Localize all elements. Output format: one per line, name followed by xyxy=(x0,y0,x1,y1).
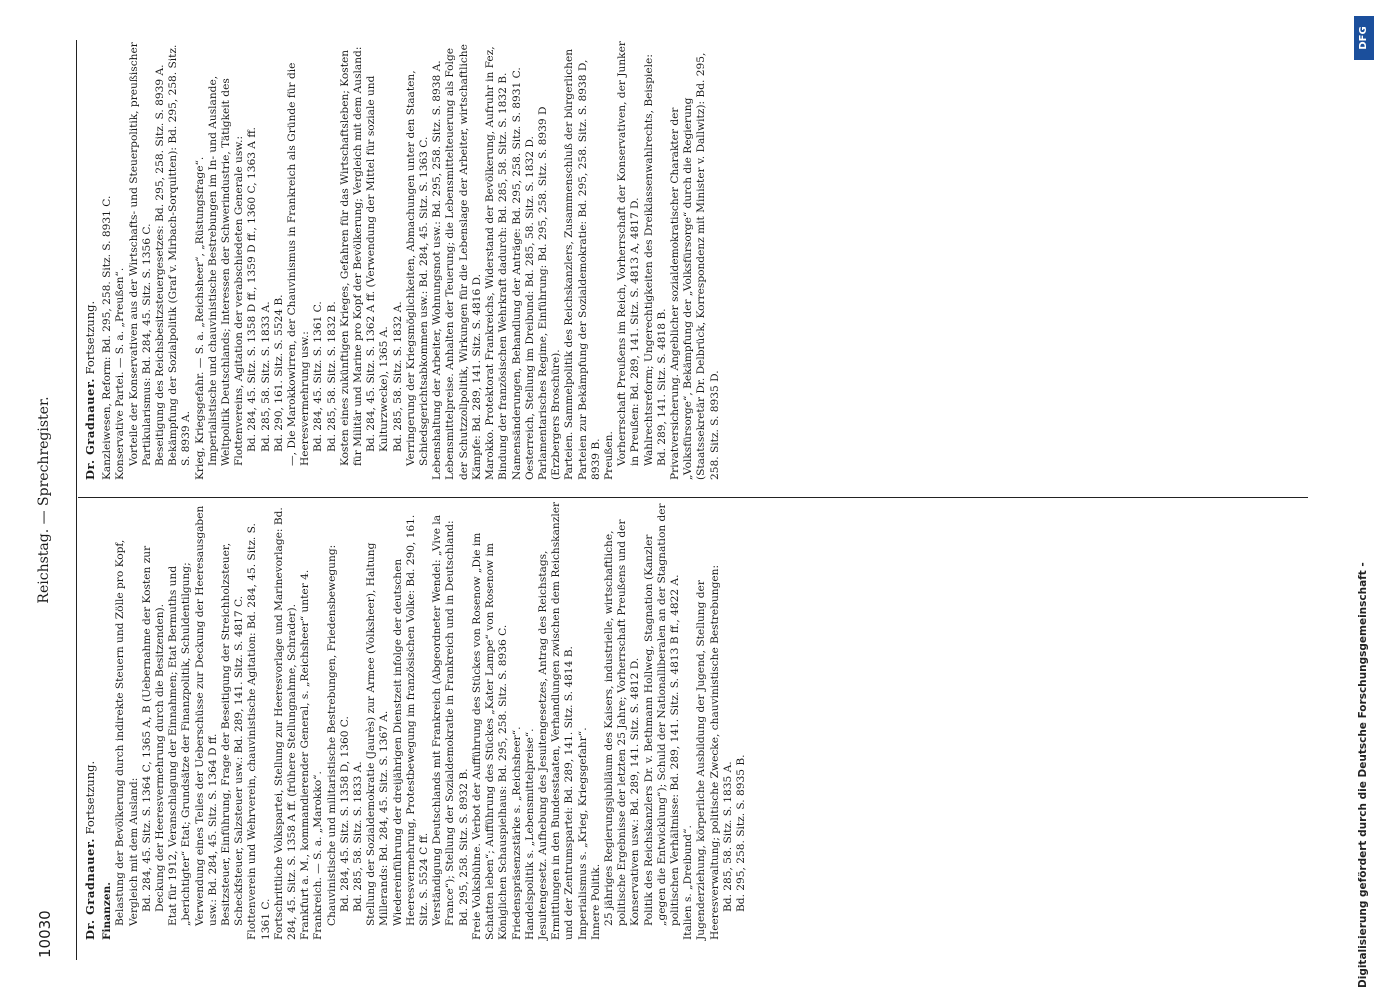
index-entry: Oesterreich, Stellung im Dreibund: Bd. 285, 58. Sitz. S. 1832 D. xyxy=(523,136,536,480)
index-entry: Friedenspräsenzstärke s. „Reichsheer“. xyxy=(510,726,523,940)
index-entry: Bd. 285, 58. Sitz. S. 1835 A. xyxy=(721,761,734,912)
index-entry: Bd. 290, 161. Sitz. S. 5524 B. xyxy=(272,294,285,452)
index-entry: Marokko. Protektorat Frankreichs, Widerstand der Bevölkerung, Aufruhr in Fez, Bindung der französischen Wehrkraft dadurch: Bd. 285, 58. Sitz. S. 1832 B. xyxy=(484,46,510,480)
index-entry: Fortschrittliche Volkspartei, Stellung zur Heeresvorlage und Marinevorlage: Bd. 284, 45. Sitz. S. 1358 A ff. (frühere Stellungnahme, Schrader). xyxy=(272,507,299,940)
index-entry: Beseitigung des Reichsbesitzsteuergesetzes: Bd. 295, 258. Sitz. S. 8939 A. xyxy=(154,64,167,466)
column-divider xyxy=(78,497,1308,498)
index-entry: Politik des Reichskanzlers Dr. v. Bethmann Hollweg, Stagnation (Kanzler „gegen die Entwicklung“); Schuld der Nationalliberalen an der Stagnation der politischen Verhältnisse: Bd. 289, 141. Sitz. S. 4813 B ff., 4822 A. xyxy=(642,503,681,926)
index-entry: Flottenverein und Wehrverein, chauvinistische Agitation: Bd. 284, 45. Sitz. S. 1361 C. xyxy=(246,523,272,940)
index-entry: Chauvinistische und militaristische Bestrebungen, Friedensbewegung: xyxy=(325,544,338,926)
index-entry: Konservative Partei. — S. a. „Preußen“. xyxy=(114,267,127,480)
index-entry: Imperialistische und chauvinistische Bestrebungen im In- und Auslande, Weltpolitik Deutschlands; Interessen der Schwerindustrie, Tätigkeit des Flottenvereins, Agitation der verabschiedeten Generale usw.: xyxy=(206,75,246,466)
index-entry: Freie Volksbühne. Verbot der Aufführung des Stückes von Rosenow „Die im Schatten leben“; Aufführung des Stückes „Kater Lampe“ von Rosenow im Königlichen Schauspielhaus: Bd. 295, 258. Sitz. S. 8936 C. xyxy=(470,532,510,940)
index-entry: Jesuitengesetz. Aufhebung des Jesuitengesetzes, Antrag des Reichstags, Ermittlungen in den Bundesstaaten, Verhandlungen zwischen dem Reichskanzler und der Zentrumspartei: Bd. 289, 141. Sitz. S. 4814 B. xyxy=(536,501,576,940)
index-entry: 25 jähriges Regierungsjubiläum des Kaisers, industrielle, wirtschaftliche, politische Ergebnisse der letzten 25 Jahre; Vorherrschaft Preußens und der Konservativen usw.: Bd. 289, 141. Sitz. S. 4812 D. xyxy=(602,519,642,926)
index-entry: Italien s. „Dreibund“. xyxy=(682,825,695,940)
right-column-heading xyxy=(84,40,97,480)
index-entry: Frankreich. — S. a. „Marokko“. xyxy=(312,771,325,940)
index-entry: Krieg, Kriegsgefahr. — S. a. „Reichsheer“, „Rüstungsfrage“. xyxy=(193,156,206,480)
dfg-logo: DFG xyxy=(1354,16,1374,60)
index-entry: Innere Politik. xyxy=(589,863,602,940)
index-entry: Belastung der Bevölkerung durch indirekte Steuern und Zölle pro Kopf, Vergleich mit dem Ausland: xyxy=(114,539,140,926)
index-entry: Frankfurt a. M., kommandierender General, s. „Reichsheer“ unter 4. xyxy=(299,569,312,940)
index-entry: Kanzleiwesen, Reform: Bd. 295, 258. Sitz. S. 8931 C. xyxy=(101,195,114,480)
index-entry: Vorherrschaft Preußens im Reich, Vorherrschaft der Konservativen, der Junker in Preußen: Bd. 289, 141. Sitz. S. 4813 A, 4817 D. xyxy=(616,41,642,466)
left-column xyxy=(84,500,748,940)
index-entry: Bd. 284, 45. Sitz. S. 1358 D ff., 1359 D ff., 1360 C, 1363 A ff. xyxy=(246,127,259,452)
index-entry: Finanzen. xyxy=(101,882,114,940)
index-entry: Bd. 295, 258. Sitz. S. 8935 B. xyxy=(734,754,747,912)
index-entry: Bd. 285, 58. Sitz. S. 1833 A. xyxy=(352,761,365,912)
speaker-name: Dr. Gradnauer. xyxy=(83,838,97,940)
index-entry: Privatversicherung. Angeblicher sozialdemokratischer Charakter der „Volksfürsorge“, Bekämpfung der „Volksfürsorge“ durch die Regierung (Staatssekretär Dr. Delbrück, Korrespondenz mit Minister v. Dallwitz): Bd. 295, 258. Sitz. S. 8935 D. xyxy=(668,52,721,480)
right-entries xyxy=(101,40,722,480)
index-entry: Wiedereinführung der dreijährigen Dienstzeit infolge der deutschen Heeresvermehrung, Protestbewegung im französischen Volke: Bd. 290, 161. Sitz. S. 5524 C ff. xyxy=(391,514,431,926)
index-entry: Preußen. xyxy=(602,431,615,480)
index-entry: Vorteile der Konservativen aus der Wirtschafts- und Steuerpolitik, preußischer Partikularismus: Bd. 284, 45. Sitz. S. 1356 C. xyxy=(127,42,153,466)
index-entry: Bd. 284, 45. Sitz. S. 1358 D, 1360 C. xyxy=(338,716,351,912)
index-entry: Bd. 284, 45. Sitz. S. 1361 C. xyxy=(312,301,325,452)
index-entry: —, Die Marokkowirren, der Chauvinismus in Frankreich als Gründe für die Heeresvermehrung usw.: xyxy=(286,62,312,466)
index-entry: Parteien. Sammelpolitik des Reichskanzlers, Zusammenschluß der bürgerlichen Parteien zur Bekämpfung der Sozialdemokratie: Bd. 295, 258. Sitz. S. 8938 D, 8939 B. xyxy=(563,48,602,480)
continued-label: Fortsetzung. xyxy=(83,760,97,835)
index-entry: Handelspolitik s. „Lebensmittelpreise“. xyxy=(523,728,536,940)
speaker-name: Dr. Gradnauer. xyxy=(83,378,97,480)
index-entry: Stellung der Sozialdemokratie (Jaurès) zur Armee (Volksheer), Haltung Millerands: Bd. 284, 45. Sitz. S. 1367 A. xyxy=(365,542,391,926)
index-entry: Bd. 285, 58. Sitz. S. 1832 A. xyxy=(391,301,404,452)
index-entry: Bd. 285, 58. Sitz. S. 1833 A. xyxy=(259,301,272,452)
digitization-note: Digitalisierung gefördert durch die Deutsche Forschungsgemeinschaft - xyxy=(1357,562,1369,988)
page-title: Reichstag. — Sprechregister. xyxy=(36,396,52,604)
left-column-heading xyxy=(84,500,97,940)
index-entry: Bd. 284, 45. Sitz. S. 1364 C, 1365 A, B (Uebernahme der Kosten zur Deckung der Heeresvermehrung durch die Besitzenden). xyxy=(140,545,167,912)
index-entry: Bd. 285, 58. Sitz. S. 1832 B. xyxy=(325,301,338,452)
side-note xyxy=(1354,0,1378,1000)
index-entry: Besitzsteuer, Einführung, Frage der Beseitigung der Streichholzsteuer, Scheckfsteuer, Salzsteuer usw.: Bd. 289, 141. Sitz. S. 4817 C. xyxy=(220,542,246,926)
right-column xyxy=(84,40,722,480)
index-entry: Verständigung Deutschlands mit Frankreich (Abgeordneter Wendel: „Vive la France“); Stellung der Sozialdemokratie in Frankreich und in Deutschland: Bd. 295, 258. Sitz. S. 8932 B. xyxy=(431,514,470,926)
continued-label: Fortsetzung. xyxy=(83,300,97,375)
index-entry: Parlamentarisches Regime, Einführung: Bd. 295, 258. Sitz. S. 8939 D (Erzbergers Broschüre). xyxy=(536,106,563,480)
index-entry: Wahlrechtsreform; Ungerechtigkeiten des Dreiklassenwahlrechts, Beispiele: Bd. 289, 141. Sitz. S. 4818 B. xyxy=(642,54,668,466)
index-entry: Bd. 284, 45. Sitz. S. 1362 A ff. (Verwendung der Mittel für soziale und Kulturzwecke), 1365 A. xyxy=(365,75,391,452)
index-entry: Lebensmittelpreise. Anhalten der Teuerung; die Lebensmittelteuerung als Folge der Schutzzollpolitik, Wirkungen für die Lebenslage der Arbeiter, wirtschaftliche Kämpfe: Bd. 289, 141. Sitz. S. 4816 D. xyxy=(444,44,483,480)
left-entries xyxy=(101,500,748,940)
index-entry: Lebenshaltung der Arbeiter, Wohnungsnot usw.: Bd. 295, 258. Sitz. S. 8938 A. xyxy=(431,60,444,480)
index-entry: Kosten eines zukünftigen Krieges, Gefahren für das Wirtschaftsleben; Kosten für Militär und Marine pro Kopf der Bevölkerung; Vergleich mit dem Ausland: xyxy=(338,46,365,466)
index-entry: Bekämpfung der Sozialpolitik (Graf v. Mirbach-Sorquitten): Bd. 295, 258. Sitz. S. 8939 A. xyxy=(167,44,193,466)
header-rule xyxy=(76,40,77,960)
page-number: 10030 xyxy=(36,910,54,958)
index-entry: Namensänderungen, Behandlung der Anträge: Bd. 295, 258. Sitz. S. 8931 C. xyxy=(510,67,523,480)
index-entry: Imperialismus s. „Krieg, Kriegsgefahr“. xyxy=(576,727,589,940)
index-entry: Etat für 1912, Veranschlagung der Einnahmen; Etat Bermuths und „berichtigter“ Etat; Grundsätze der Finanzpolitik, Schuldentilgung; Verwendung eines Teiles der Ueberschüsse zur Deckung der Heeresausgaben usw.: Bd. 284, 45. Sitz. S. 1364 D ff. xyxy=(167,505,219,926)
index-entry: Jugenderziehung, körperliche Ausbildung der Jugend, Stellung der Heeresverwaltung; politische Zwecke, chauvinistische Bestrebungen: xyxy=(695,564,721,940)
index-entry: Verringerung der Kriegsmöglichkeiten, Abmachungen unter den Staaten, Schiedsgerichtsabkommen usw.: Bd. 284, 45. Sitz. S. 1363 C. xyxy=(404,70,431,466)
